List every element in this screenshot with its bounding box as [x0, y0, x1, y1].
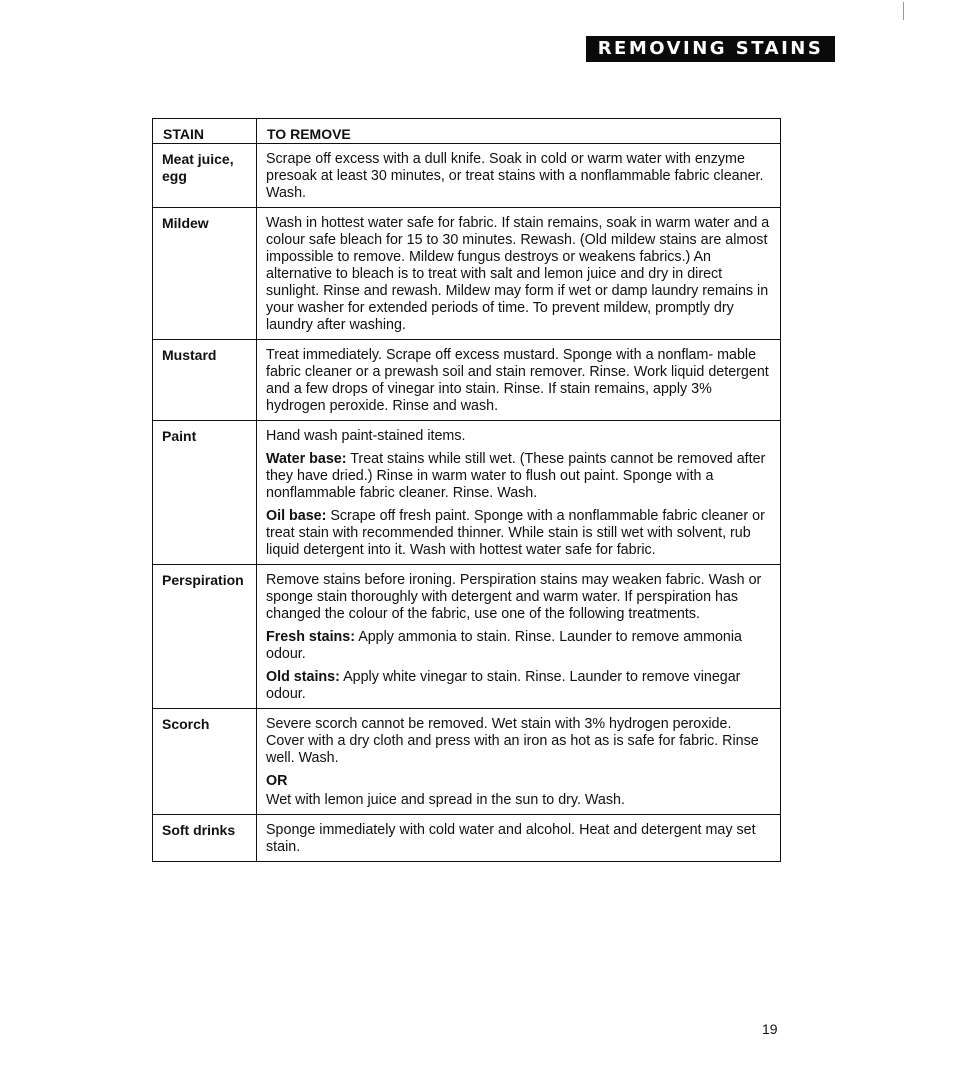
removal-instructions [257, 565, 781, 709]
instruction-paragraph [266, 629, 772, 663]
page-number: 19 [762, 1021, 778, 1037]
instruction-paragraph [266, 669, 772, 703]
stain-name: Perspiration [153, 565, 257, 709]
table-row [153, 340, 781, 421]
section-title: REMOVING STAINS [586, 36, 835, 62]
column-header-to-remove: TO REMOVE [257, 119, 781, 144]
instruction-text: Scrape off excess with a dull knife. Soak in cold or warm water with enzyme presoak at least 30 minutes, or treat stains with a nonflammable fabric cleaner. Wash. [266, 151, 764, 201]
instruction-paragraph [266, 428, 772, 445]
instruction-paragraph [266, 822, 772, 856]
table-row [153, 565, 781, 709]
table-row [153, 815, 781, 862]
instruction-paragraph [266, 451, 772, 502]
table-header-row [153, 119, 781, 144]
instruction-text: Wash in hottest water safe for fabric. If stain remains, soak in warm water and a colour safe bleach for 15 to 30 minutes. Rewash. (Old mildew stains are almost impossible to remove. Mildew fungus destroys or weakens fabrics.) An alternative to bleach is to treat with salt and lemon juice and dry in direct sunlight. Rinse and rewash. Mildew may form if wet or damp laundry remains in your washer for extended periods of time. To prevent mildew, promptly dry laundry after washing. [266, 215, 770, 333]
instruction-text: Sponge immediately with cold water and alcohol. Heat and detergent may set stain. [266, 822, 756, 855]
column-header-stain: STAIN [153, 119, 257, 144]
removal-instructions [257, 208, 781, 340]
instruction-paragraph [266, 792, 772, 809]
stain-removal-table [152, 118, 781, 862]
removal-instructions [257, 709, 781, 815]
table-row [153, 421, 781, 565]
instruction-text: Apply white vinegar to stain. Rinse. Launder to remove vinegar odour. [266, 669, 741, 702]
stain-name: Paint [153, 421, 257, 565]
instruction-paragraph [266, 151, 772, 202]
instruction-paragraph [266, 572, 772, 623]
stain-name: Mildew [153, 208, 257, 340]
removal-instructions [257, 340, 781, 421]
instruction-text: Hand wash paint-stained items. [266, 428, 466, 444]
instruction-text: Scrape off fresh paint. Sponge with a nonflammable fabric cleaner or treat stain with recommended thinner. While stain is still wet with solvent, rub liquid detergent into it. Wash with hottest water safe for fabric. [266, 508, 765, 558]
stain-name: Meat juice, egg [153, 144, 257, 208]
instruction-paragraph [266, 716, 772, 767]
instruction-lead: Water base: [266, 451, 347, 467]
table-row [153, 208, 781, 340]
edge-mark [903, 2, 904, 20]
or-separator: OR [266, 773, 288, 789]
instruction-lead: Old stains: [266, 669, 340, 685]
table-row [153, 709, 781, 815]
stain-name: Mustard [153, 340, 257, 421]
stain-name: Scorch [153, 709, 257, 815]
removal-instructions [257, 815, 781, 862]
table-body [153, 144, 781, 862]
instruction-paragraph [266, 347, 772, 415]
instruction-paragraph [266, 215, 772, 334]
stain-name: Soft drinks [153, 815, 257, 862]
instruction-text: Treat immediately. Scrape off excess mustard. Sponge with a nonflam- mable fabric cleaner or a prewash soil and stain remover. Rinse. Work liquid detergent and a few drops of vinegar into stain. Rinse. If stain remains, apply 3% hydrogen peroxide. Rinse and wash. [266, 347, 769, 414]
instruction-paragraph [266, 508, 772, 559]
removal-instructions [257, 421, 781, 565]
instruction-lead: Oil base: [266, 508, 327, 524]
instruction-lead: Fresh stains: [266, 629, 355, 645]
removal-instructions [257, 144, 781, 208]
instruction-text: Wet with lemon juice and spread in the sun to dry. Wash. [266, 792, 625, 808]
instruction-text: Apply ammonia to stain. Rinse. Launder to remove ammonia odour. [266, 629, 743, 662]
instruction-text: Treat stains while still wet. (These paints cannot be removed after they have dried.) Rinse in warm water to flush out paint. Sponge with a nonflammable fabric cleaner. Rinse. Wash. [266, 451, 766, 501]
table-row [153, 144, 781, 208]
instruction-text: Remove stains before ironing. Perspiration stains may weaken fabric. Wash or sponge stain thoroughly with detergent and warm water. If perspiration has changed the colour of the fabric, use one of the following treatments. [266, 572, 762, 622]
instruction-text: Severe scorch cannot be removed. Wet stain with 3% hydrogen peroxide. Cover with a dry cloth and press with an iron as hot as is safe for fabric. Rinse well. Wash. [266, 716, 759, 766]
